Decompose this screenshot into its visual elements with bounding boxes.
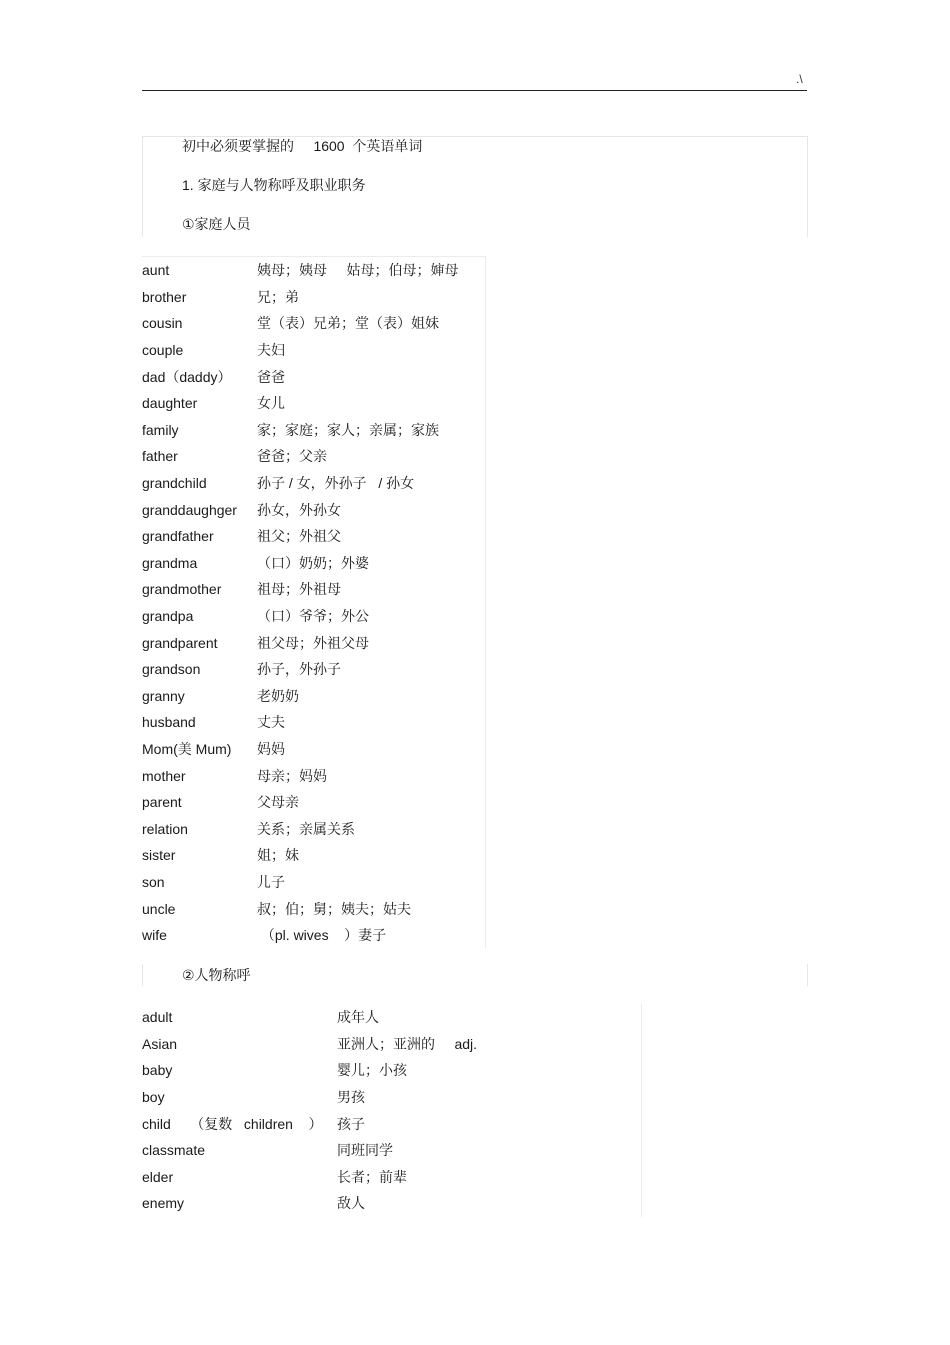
english-word: daughter: [142, 395, 198, 412]
chinese-meaning: 祖父母；外祖父母: [257, 634, 369, 651]
english-word: classmate: [142, 1142, 206, 1159]
vocab-row: [142, 709, 486, 736]
english-word: couple: [142, 342, 184, 359]
vocab-row: [142, 815, 486, 842]
chinese-meaning: 祖母；外祖母: [257, 581, 341, 598]
page-header-mark: .\: [796, 72, 803, 86]
english-word: granny: [142, 687, 185, 704]
english-word: adult: [142, 1009, 173, 1026]
chinese-meaning: 爸爸: [257, 368, 285, 385]
chinese-meaning: 堂（表）兄弟；堂（表）姐妹: [257, 315, 439, 332]
vocab-row: [142, 842, 486, 869]
vocab-row: [142, 417, 486, 444]
vocab-row: [142, 257, 486, 284]
english-word: father: [142, 448, 178, 465]
vocab-row: [142, 656, 486, 683]
chinese-meaning: 孙子，外孙子: [257, 661, 341, 678]
english-word: grandchild: [142, 475, 207, 492]
vocab-row: [142, 603, 486, 630]
english-word: cousin: [142, 315, 183, 332]
vocab-row: [142, 895, 486, 922]
english-word: granddaughger: [142, 501, 237, 518]
chinese-meaning: 女儿: [257, 395, 285, 412]
english-word: grandpa: [142, 608, 194, 625]
english-word: elder: [142, 1168, 174, 1185]
chinese-meaning: 夫妇: [257, 342, 285, 359]
chinese-meaning: 姨母；姨母 姑母；伯母；婶母: [257, 262, 459, 279]
subsection-people-heading: ②人物称呼: [182, 967, 251, 983]
chinese-meaning: 孙子 / 女，外孙子 / 孙女: [257, 475, 415, 492]
chinese-meaning: 婴儿；小孩: [337, 1062, 407, 1079]
chinese-meaning: 关系；亲属关系: [257, 820, 355, 837]
chinese-meaning: 敌人: [337, 1195, 365, 1212]
chinese-meaning: 妈妈: [257, 740, 285, 757]
vocab-row: [142, 1084, 642, 1111]
chinese-meaning: 老奶奶: [257, 687, 299, 704]
english-word: dad（daddy）: [142, 368, 232, 385]
chinese-meaning: 叔；伯；舅；姨夫；姑夫: [257, 900, 411, 917]
chinese-meaning: 孙女，外孙女: [257, 501, 341, 518]
chinese-meaning: 姐；妹: [257, 847, 299, 864]
english-word: wife: [142, 927, 167, 944]
english-word: grandparent: [142, 634, 218, 651]
chinese-meaning: 男孩: [337, 1089, 365, 1106]
english-word: brother: [142, 288, 187, 305]
vocab-row: [142, 337, 486, 364]
english-word: sister: [142, 847, 176, 864]
english-word: enemy: [142, 1195, 185, 1212]
section-heading: 1. 家庭与人物称呼及职业职务: [182, 177, 366, 193]
english-word: parent: [142, 794, 182, 811]
vocab-row: [142, 470, 486, 497]
vocab-row: [142, 922, 486, 949]
english-word: mother: [142, 767, 186, 784]
english-word: grandma: [142, 554, 198, 571]
subsection-family-heading: ①家庭人员: [182, 216, 251, 232]
chinese-meaning: （口）奶奶；外婆: [257, 554, 369, 571]
vocab-row: [142, 550, 486, 577]
vocab-row: [142, 284, 486, 311]
vocab-row: [142, 496, 486, 523]
vocab-row: [142, 683, 486, 710]
english-word: relation: [142, 820, 188, 837]
chinese-meaning: 祖父；外祖父: [257, 528, 341, 545]
chinese-meaning: 丈夫: [257, 714, 285, 731]
chinese-meaning: 爸爸；父亲: [257, 448, 327, 465]
header-divider: [142, 90, 807, 91]
english-word: boy: [142, 1089, 165, 1106]
vocab-row: [142, 629, 486, 656]
vocab-row: [142, 363, 486, 390]
chinese-meaning: 母亲；妈妈: [257, 767, 327, 784]
vocab-row: [142, 869, 486, 896]
vocab-row: [142, 1190, 642, 1217]
english-word: grandmother: [142, 581, 222, 598]
english-word: child （复数 children ）: [142, 1115, 323, 1132]
english-word: grandfather: [142, 528, 214, 545]
vocab-row: [142, 1057, 642, 1084]
vocab-row: [142, 576, 486, 603]
vocab-row: [142, 1137, 642, 1164]
vocab-row: [142, 523, 486, 550]
vocab-row: [142, 310, 486, 337]
chinese-meaning: 儿子: [257, 873, 285, 890]
chinese-meaning: （口）爷爷；外公: [257, 608, 369, 625]
vocab-row: [142, 789, 486, 816]
chinese-meaning: 父母亲: [257, 794, 299, 811]
document-title: 初中必须要掌握的 1600 个英语单词: [182, 138, 423, 154]
vocab-row: [142, 762, 486, 789]
english-word: family: [142, 421, 179, 438]
chinese-meaning: 同班同学: [337, 1142, 393, 1159]
family-members-table: [142, 256, 486, 948]
vocab-row: [142, 390, 486, 417]
vocab-row: [142, 1004, 642, 1031]
people-titles-table: [142, 1004, 642, 1217]
vocab-row: [142, 443, 486, 470]
vocab-row: [142, 1110, 642, 1137]
english-word: Asian: [142, 1035, 178, 1052]
chinese-meaning: 兄；弟: [257, 288, 299, 305]
chinese-meaning: 成年人: [337, 1009, 379, 1026]
chinese-meaning: （pl. wives ）妻子: [257, 927, 387, 944]
chinese-meaning: 孩子: [337, 1115, 365, 1132]
english-word: Mom(美 Mum): [142, 740, 232, 757]
english-word: grandson: [142, 661, 201, 678]
chinese-meaning: 长者；前辈: [337, 1168, 407, 1185]
vocab-row: [142, 736, 486, 763]
english-word: son: [142, 873, 165, 890]
english-word: baby: [142, 1062, 173, 1079]
chinese-meaning: 亚洲人；亚洲的 adj.: [337, 1035, 478, 1052]
vocab-row: [142, 1164, 642, 1191]
english-word: uncle: [142, 900, 176, 917]
english-word: aunt: [142, 262, 170, 279]
chinese-meaning: 家；家庭；家人；亲属；家族: [257, 421, 439, 438]
vocab-row: [142, 1031, 642, 1058]
english-word: husband: [142, 714, 196, 731]
